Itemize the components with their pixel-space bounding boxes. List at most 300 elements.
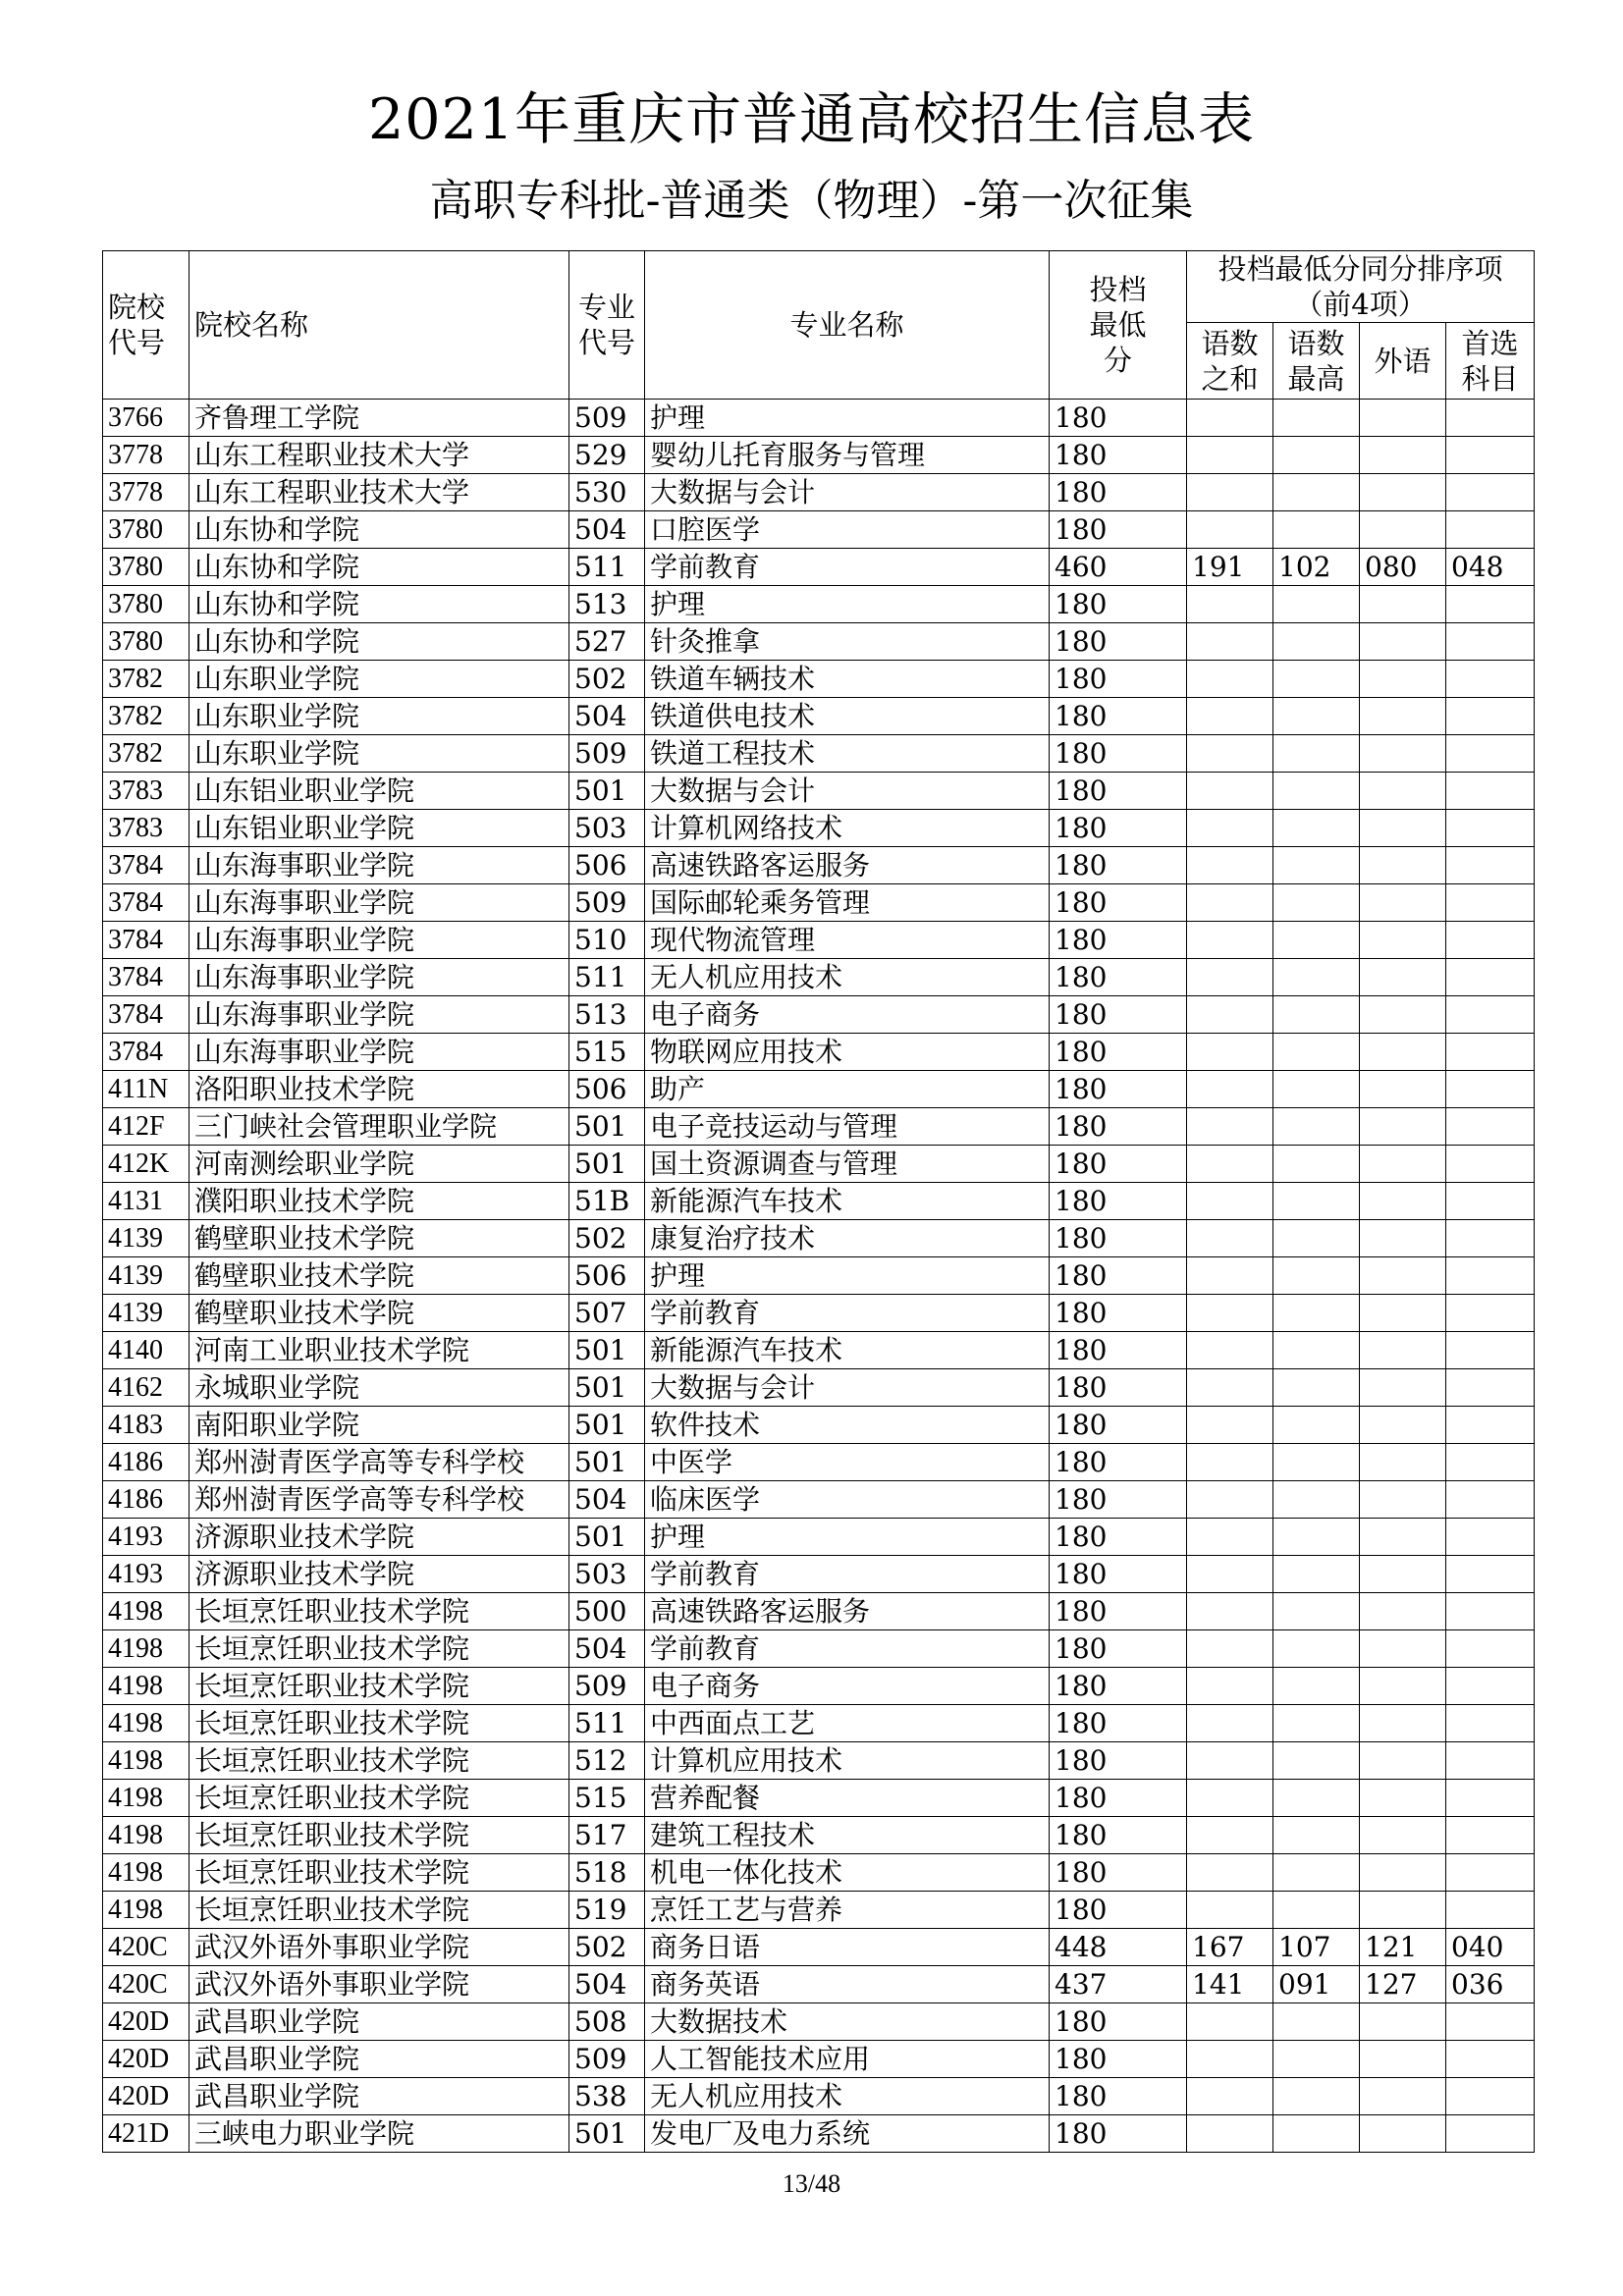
cell-tie-chinese-math-max: 091 (1273, 1966, 1360, 2003)
cell-tie-foreign-language (1360, 2041, 1446, 2078)
cell-school-code: 3780 (103, 511, 189, 549)
cell-tie-first-subject (1446, 1705, 1535, 1742)
cell-tie-chinese-math-max (1273, 1668, 1360, 1705)
cell-tie-first-subject (1446, 1519, 1535, 1556)
cell-school-name: 长垣烹饪职业技术学院 (189, 1742, 569, 1780)
table-row (103, 2115, 1535, 2153)
cell-major-code: 506 (569, 847, 645, 884)
cell-min-score: 180 (1050, 1593, 1187, 1630)
cell-tie-chinese-math-max (1273, 2078, 1360, 2115)
cell-school-code: 3784 (103, 922, 189, 959)
cell-tie-chinese-math-max (1273, 1146, 1360, 1183)
cell-min-score: 180 (1050, 810, 1187, 847)
cell-school-code: 412K (103, 1146, 189, 1183)
cell-tie-first-subject (1446, 661, 1535, 698)
cell-school-name: 山东铝业职业学院 (189, 810, 569, 847)
cell-tie-first-subject (1446, 1742, 1535, 1780)
cell-major-name: 铁道工程技术 (645, 735, 1050, 773)
cell-tie-foreign-language (1360, 1257, 1446, 1295)
cell-tie-first-subject (1446, 437, 1535, 474)
cell-tie-first-subject (1446, 959, 1535, 996)
cell-major-name: 电子商务 (645, 996, 1050, 1034)
cell-major-code: 511 (569, 1705, 645, 1742)
cell-tie-chinese-math-sum (1187, 2003, 1273, 2041)
cell-tie-foreign-language (1360, 1295, 1446, 1332)
cell-min-score: 180 (1050, 1444, 1187, 1481)
cell-tie-chinese-math-max (1273, 959, 1360, 996)
cell-major-name: 电子商务 (645, 1668, 1050, 1705)
table-row (103, 1108, 1535, 1146)
table-row (103, 922, 1535, 959)
cell-major-code: 511 (569, 959, 645, 996)
cell-school-code: 420C (103, 1966, 189, 2003)
cell-tie-chinese-math-sum (1187, 1295, 1273, 1332)
cell-tie-chinese-math-max (1273, 1481, 1360, 1519)
table-row (103, 400, 1535, 437)
cell-tie-chinese-math-sum (1187, 623, 1273, 661)
cell-min-score: 180 (1050, 2041, 1187, 2078)
cell-school-name: 山东协和学院 (189, 623, 569, 661)
cell-min-score: 180 (1050, 698, 1187, 735)
table-body (103, 400, 1535, 2153)
cell-school-code: 4139 (103, 1220, 189, 1257)
cell-tie-chinese-math-max (1273, 922, 1360, 959)
table-row (103, 1593, 1535, 1630)
cell-major-name: 国土资源调查与管理 (645, 1146, 1050, 1183)
cell-tie-chinese-math-sum (1187, 959, 1273, 996)
table-row (103, 1295, 1535, 1332)
cell-major-name: 机电一体化技术 (645, 1854, 1050, 1892)
cell-tie-foreign-language (1360, 1481, 1446, 1519)
cell-major-name: 学前教育 (645, 1295, 1050, 1332)
cell-min-score: 180 (1050, 1705, 1187, 1742)
cell-tie-foreign-language (1360, 1780, 1446, 1817)
table-row (103, 474, 1535, 511)
cell-tie-chinese-math-max (1273, 1892, 1360, 1929)
cell-tie-foreign-language (1360, 1220, 1446, 1257)
cell-min-score: 460 (1050, 549, 1187, 586)
cell-major-code: 501 (569, 1407, 645, 1444)
cell-tie-chinese-math-sum (1187, 1183, 1273, 1220)
cell-major-code: 501 (569, 1108, 645, 1146)
cell-major-code: 513 (569, 996, 645, 1034)
cell-min-score: 180 (1050, 847, 1187, 884)
cell-major-name: 铁道车辆技术 (645, 661, 1050, 698)
cell-tie-chinese-math-sum (1187, 1705, 1273, 1742)
table-row (103, 810, 1535, 847)
cell-major-code: 501 (569, 773, 645, 810)
cell-major-code: 501 (569, 1332, 645, 1369)
cell-school-name: 山东职业学院 (189, 735, 569, 773)
cell-tie-chinese-math-sum (1187, 661, 1273, 698)
cell-min-score: 180 (1050, 1742, 1187, 1780)
cell-min-score: 180 (1050, 586, 1187, 623)
cell-tie-chinese-math-max (1273, 1183, 1360, 1220)
cell-school-code: 3784 (103, 1034, 189, 1071)
cell-tie-chinese-math-sum (1187, 2115, 1273, 2153)
cell-school-name: 濮阳职业技术学院 (189, 1183, 569, 1220)
cell-major-name: 软件技术 (645, 1407, 1050, 1444)
cell-school-name: 山东工程职业技术大学 (189, 437, 569, 474)
cell-school-name: 长垣烹饪职业技术学院 (189, 1630, 569, 1668)
cell-school-name: 河南测绘职业学院 (189, 1146, 569, 1183)
cell-school-name: 山东职业学院 (189, 698, 569, 735)
cell-tie-foreign-language: 080 (1360, 549, 1446, 586)
cell-tie-chinese-math-sum (1187, 2078, 1273, 2115)
cell-tie-foreign-language (1360, 1556, 1446, 1593)
page-subtitle: 高职专科批-普通类（物理）-第一次征集 (429, 176, 1194, 226)
table-row (103, 623, 1535, 661)
cell-tie-chinese-math-max (1273, 1780, 1360, 1817)
cell-school-name: 鹤壁职业技术学院 (189, 1220, 569, 1257)
cell-major-name: 高速铁路客运服务 (645, 1593, 1050, 1630)
cell-tie-chinese-math-sum (1187, 1892, 1273, 1929)
cell-major-name: 商务日语 (645, 1929, 1050, 1966)
cell-tie-first-subject (1446, 2078, 1535, 2115)
cell-major-code: 507 (569, 1295, 645, 1332)
cell-tie-chinese-math-sum (1187, 1034, 1273, 1071)
cell-tie-first-subject (1446, 1444, 1535, 1481)
cell-major-name: 计算机网络技术 (645, 810, 1050, 847)
cell-tie-first-subject (1446, 922, 1535, 959)
cell-min-score: 180 (1050, 1556, 1187, 1593)
cell-tie-first-subject (1446, 1146, 1535, 1183)
cell-min-score: 180 (1050, 735, 1187, 773)
cell-tie-foreign-language (1360, 884, 1446, 922)
cell-tie-chinese-math-max (1273, 1817, 1360, 1854)
table-row (103, 1407, 1535, 1444)
cell-school-code: 4186 (103, 1481, 189, 1519)
cell-major-name: 中医学 (645, 1444, 1050, 1481)
cell-tie-chinese-math-max (1273, 810, 1360, 847)
table-row (103, 1705, 1535, 1742)
cell-major-name: 护理 (645, 400, 1050, 437)
cell-tie-foreign-language (1360, 922, 1446, 959)
cell-school-name: 洛阳职业技术学院 (189, 1071, 569, 1108)
cell-major-name: 电子竞技运动与管理 (645, 1108, 1050, 1146)
cell-tie-chinese-math-max (1273, 996, 1360, 1034)
cell-tie-first-subject (1446, 884, 1535, 922)
cell-min-score: 180 (1050, 2078, 1187, 2115)
cell-tie-first-subject (1446, 2003, 1535, 2041)
table-row (103, 996, 1535, 1034)
cell-school-code: 3783 (103, 773, 189, 810)
table-row (103, 1892, 1535, 1929)
cell-tie-chinese-math-max (1273, 1071, 1360, 1108)
cell-major-code: 512 (569, 1742, 645, 1780)
cell-tie-chinese-math-max (1273, 1295, 1360, 1332)
table-row (103, 549, 1535, 586)
cell-major-name: 大数据与会计 (645, 1369, 1050, 1407)
cell-tie-chinese-math-sum (1187, 773, 1273, 810)
cell-tie-foreign-language (1360, 2003, 1446, 2041)
cell-school-code: 4198 (103, 1593, 189, 1630)
cell-tie-chinese-math-sum (1187, 1668, 1273, 1705)
cell-major-code: 509 (569, 2041, 645, 2078)
table-row (103, 1444, 1535, 1481)
cell-tie-chinese-math-max (1273, 773, 1360, 810)
cell-tie-chinese-math-sum (1187, 922, 1273, 959)
cell-tie-first-subject (1446, 1892, 1535, 1929)
cell-tie-foreign-language (1360, 698, 1446, 735)
cell-min-score: 180 (1050, 1220, 1187, 1257)
cell-tie-chinese-math-sum (1187, 1407, 1273, 1444)
cell-major-name: 营养配餐 (645, 1780, 1050, 1817)
cell-tie-foreign-language (1360, 586, 1446, 623)
table-row (103, 1817, 1535, 1854)
cell-tie-chinese-math-sum (1187, 1854, 1273, 1892)
cell-school-code: 412F (103, 1108, 189, 1146)
cell-tie-chinese-math-sum (1187, 1146, 1273, 1183)
cell-tie-chinese-math-sum (1187, 1257, 1273, 1295)
cell-major-code: 515 (569, 1780, 645, 1817)
cell-major-name: 无人机应用技术 (645, 2078, 1050, 2115)
cell-major-code: 501 (569, 1519, 645, 1556)
cell-major-name: 商务英语 (645, 1966, 1050, 2003)
cell-min-score: 180 (1050, 773, 1187, 810)
cell-school-name: 山东海事职业学院 (189, 959, 569, 996)
cell-tie-chinese-math-sum (1187, 1780, 1273, 1817)
cell-tie-first-subject (1446, 1295, 1535, 1332)
cell-major-name: 现代物流管理 (645, 922, 1050, 959)
cell-school-code: 420C (103, 1929, 189, 1966)
cell-tie-chinese-math-sum (1187, 1817, 1273, 1854)
cell-tie-foreign-language (1360, 2115, 1446, 2153)
cell-tie-chinese-math-max (1273, 1332, 1360, 1369)
cell-major-name: 中西面点工艺 (645, 1705, 1050, 1742)
cell-major-name: 发电厂及电力系统 (645, 2115, 1050, 2153)
table-row (103, 2003, 1535, 2041)
cell-school-code: 4186 (103, 1444, 189, 1481)
cell-tie-chinese-math-sum (1187, 847, 1273, 884)
table-row (103, 437, 1535, 474)
cell-tie-foreign-language (1360, 1593, 1446, 1630)
cell-school-name: 武昌职业学院 (189, 2041, 569, 2078)
table-row (103, 698, 1535, 735)
cell-tie-chinese-math-max (1273, 1854, 1360, 1892)
cell-tie-foreign-language (1360, 1817, 1446, 1854)
cell-min-score: 180 (1050, 1854, 1187, 1892)
cell-min-score: 180 (1050, 2115, 1187, 2153)
cell-tie-chinese-math-max (1273, 1519, 1360, 1556)
cell-major-code: 500 (569, 1593, 645, 1630)
cell-tie-first-subject: 048 (1446, 549, 1535, 586)
cell-tie-first-subject (1446, 586, 1535, 623)
cell-major-code: 504 (569, 1630, 645, 1668)
cell-school-name: 武汉外语外事职业学院 (189, 1966, 569, 2003)
cell-major-name: 物联网应用技术 (645, 1034, 1050, 1071)
header-school-code: 院校代号 (103, 251, 189, 400)
cell-major-name: 烹饪工艺与营养 (645, 1892, 1050, 1929)
cell-tie-chinese-math-max (1273, 1556, 1360, 1593)
cell-tie-foreign-language (1360, 1183, 1446, 1220)
cell-tie-chinese-math-sum (1187, 735, 1273, 773)
cell-tie-foreign-language (1360, 474, 1446, 511)
table-row (103, 1332, 1535, 1369)
cell-min-score: 180 (1050, 1108, 1187, 1146)
table-row (103, 1257, 1535, 1295)
cell-tie-chinese-math-sum (1187, 586, 1273, 623)
cell-major-code: 506 (569, 1257, 645, 1295)
table-row (103, 959, 1535, 996)
cell-tie-first-subject (1446, 698, 1535, 735)
cell-tie-chinese-math-sum (1187, 1332, 1273, 1369)
cell-major-code: 501 (569, 2115, 645, 2153)
cell-tie-foreign-language (1360, 1407, 1446, 1444)
cell-major-code: 518 (569, 1854, 645, 1892)
cell-major-name: 学前教育 (645, 1556, 1050, 1593)
cell-school-code: 3780 (103, 549, 189, 586)
cell-tie-chinese-math-sum (1187, 1593, 1273, 1630)
cell-min-score: 180 (1050, 1630, 1187, 1668)
cell-major-name: 国际邮轮乘务管理 (645, 884, 1050, 922)
cell-tie-first-subject (1446, 2041, 1535, 2078)
cell-school-code: 3778 (103, 474, 189, 511)
cell-tie-foreign-language (1360, 1034, 1446, 1071)
cell-school-code: 3782 (103, 661, 189, 698)
cell-school-code: 4198 (103, 1742, 189, 1780)
table-row (103, 1519, 1535, 1556)
cell-min-score: 180 (1050, 511, 1187, 549)
cell-school-code: 4139 (103, 1257, 189, 1295)
cell-major-code: 511 (569, 549, 645, 586)
cell-tie-first-subject (1446, 1817, 1535, 1854)
cell-tie-first-subject (1446, 1183, 1535, 1220)
cell-tie-chinese-math-sum (1187, 698, 1273, 735)
cell-school-code: 4198 (103, 1817, 189, 1854)
table-row (103, 1556, 1535, 1593)
cell-school-code: 4140 (103, 1332, 189, 1369)
cell-school-code: 4198 (103, 1668, 189, 1705)
cell-tie-chinese-math-sum (1187, 400, 1273, 437)
cell-tie-chinese-math-sum (1187, 1630, 1273, 1668)
cell-tie-foreign-language (1360, 810, 1446, 847)
cell-tie-foreign-language: 127 (1360, 1966, 1446, 2003)
header-tie-chinese-math-sum: 语数之和 (1187, 323, 1273, 400)
cell-min-score: 180 (1050, 1071, 1187, 1108)
cell-min-score: 437 (1050, 1966, 1187, 2003)
cell-tie-chinese-math-max: 102 (1273, 549, 1360, 586)
cell-school-name: 长垣烹饪职业技术学院 (189, 1892, 569, 1929)
cell-tie-chinese-math-max (1273, 847, 1360, 884)
cell-school-code: 4193 (103, 1556, 189, 1593)
cell-tie-chinese-math-max (1273, 400, 1360, 437)
cell-tie-chinese-math-sum (1187, 1481, 1273, 1519)
table-row (103, 661, 1535, 698)
cell-major-code: 527 (569, 623, 645, 661)
cell-tie-first-subject (1446, 1220, 1535, 1257)
cell-tie-chinese-math-sum (1187, 1108, 1273, 1146)
cell-tie-chinese-math-max (1273, 698, 1360, 735)
table-row (103, 773, 1535, 810)
page-number: 13/48 (782, 2169, 841, 2198)
cell-tie-foreign-language (1360, 735, 1446, 773)
cell-school-name: 齐鲁理工学院 (189, 400, 569, 437)
cell-school-code: 420D (103, 2003, 189, 2041)
table-row (103, 511, 1535, 549)
cell-tie-chinese-math-sum: 141 (1187, 1966, 1273, 2003)
cell-tie-first-subject (1446, 1034, 1535, 1071)
admission-table (102, 250, 1535, 2153)
cell-school-name: 长垣烹饪职业技术学院 (189, 1705, 569, 1742)
header-major-code: 专业代号 (569, 251, 645, 400)
cell-school-code: 4162 (103, 1369, 189, 1407)
cell-min-score: 180 (1050, 2003, 1187, 2041)
cell-tie-foreign-language (1360, 1854, 1446, 1892)
cell-tie-foreign-language (1360, 1146, 1446, 1183)
cell-school-code: 4193 (103, 1519, 189, 1556)
cell-tie-chinese-math-max (1273, 1593, 1360, 1630)
cell-tie-chinese-math-sum (1187, 437, 1273, 474)
cell-tie-chinese-math-max (1273, 474, 1360, 511)
cell-major-code: 519 (569, 1892, 645, 1929)
cell-school-name: 长垣烹饪职业技术学院 (189, 1780, 569, 1817)
cell-school-name: 山东工程职业技术大学 (189, 474, 569, 511)
cell-min-score: 180 (1050, 1892, 1187, 1929)
cell-tie-chinese-math-sum (1187, 474, 1273, 511)
cell-tie-foreign-language (1360, 1892, 1446, 1929)
page-title: 2021年重庆市普通高校招生信息表 (367, 87, 1256, 152)
cell-school-name: 武昌职业学院 (189, 2003, 569, 2041)
cell-tie-first-subject (1446, 1369, 1535, 1407)
cell-school-name: 山东海事职业学院 (189, 996, 569, 1034)
cell-school-code: 4198 (103, 1630, 189, 1668)
cell-major-code: 509 (569, 400, 645, 437)
cell-tie-chinese-math-max (1273, 884, 1360, 922)
cell-tie-foreign-language (1360, 400, 1446, 437)
cell-tie-foreign-language (1360, 1742, 1446, 1780)
cell-school-code: 3778 (103, 437, 189, 474)
cell-tie-chinese-math-sum (1187, 1556, 1273, 1593)
cell-major-name: 护理 (645, 1257, 1050, 1295)
cell-tie-chinese-math-max (1273, 1257, 1360, 1295)
cell-school-code: 4198 (103, 1780, 189, 1817)
cell-tie-first-subject (1446, 847, 1535, 884)
cell-school-code: 3784 (103, 996, 189, 1034)
cell-school-code: 3780 (103, 623, 189, 661)
cell-tie-chinese-math-max: 107 (1273, 1929, 1360, 1966)
cell-school-name: 鹤壁职业技术学院 (189, 1257, 569, 1295)
table-row (103, 1146, 1535, 1183)
cell-tie-chinese-math-sum: 191 (1187, 549, 1273, 586)
cell-min-score: 180 (1050, 661, 1187, 698)
cell-major-code: 508 (569, 2003, 645, 2041)
cell-min-score: 180 (1050, 959, 1187, 996)
cell-tie-chinese-math-sum (1187, 810, 1273, 847)
cell-min-score: 180 (1050, 1369, 1187, 1407)
cell-tie-first-subject (1446, 1593, 1535, 1630)
cell-school-code: 3780 (103, 586, 189, 623)
table-row (103, 1183, 1535, 1220)
cell-tie-chinese-math-max (1273, 1630, 1360, 1668)
cell-major-name: 大数据与会计 (645, 773, 1050, 810)
cell-tie-chinese-math-max (1273, 511, 1360, 549)
cell-tie-first-subject: 040 (1446, 1929, 1535, 1966)
table-row (103, 2041, 1535, 2078)
cell-school-name: 鹤壁职业技术学院 (189, 1295, 569, 1332)
cell-school-code: 4139 (103, 1295, 189, 1332)
cell-tie-chinese-math-max (1273, 1742, 1360, 1780)
cell-tie-foreign-language (1360, 511, 1446, 549)
header-tie-group: 投档最低分同分排序项（前4项） (1187, 251, 1535, 323)
cell-major-code: 503 (569, 1556, 645, 1593)
cell-tie-foreign-language (1360, 623, 1446, 661)
cell-min-score: 180 (1050, 400, 1187, 437)
cell-major-code: 503 (569, 810, 645, 847)
cell-major-code: 509 (569, 884, 645, 922)
cell-school-name: 长垣烹饪职业技术学院 (189, 1593, 569, 1630)
cell-min-score: 180 (1050, 474, 1187, 511)
